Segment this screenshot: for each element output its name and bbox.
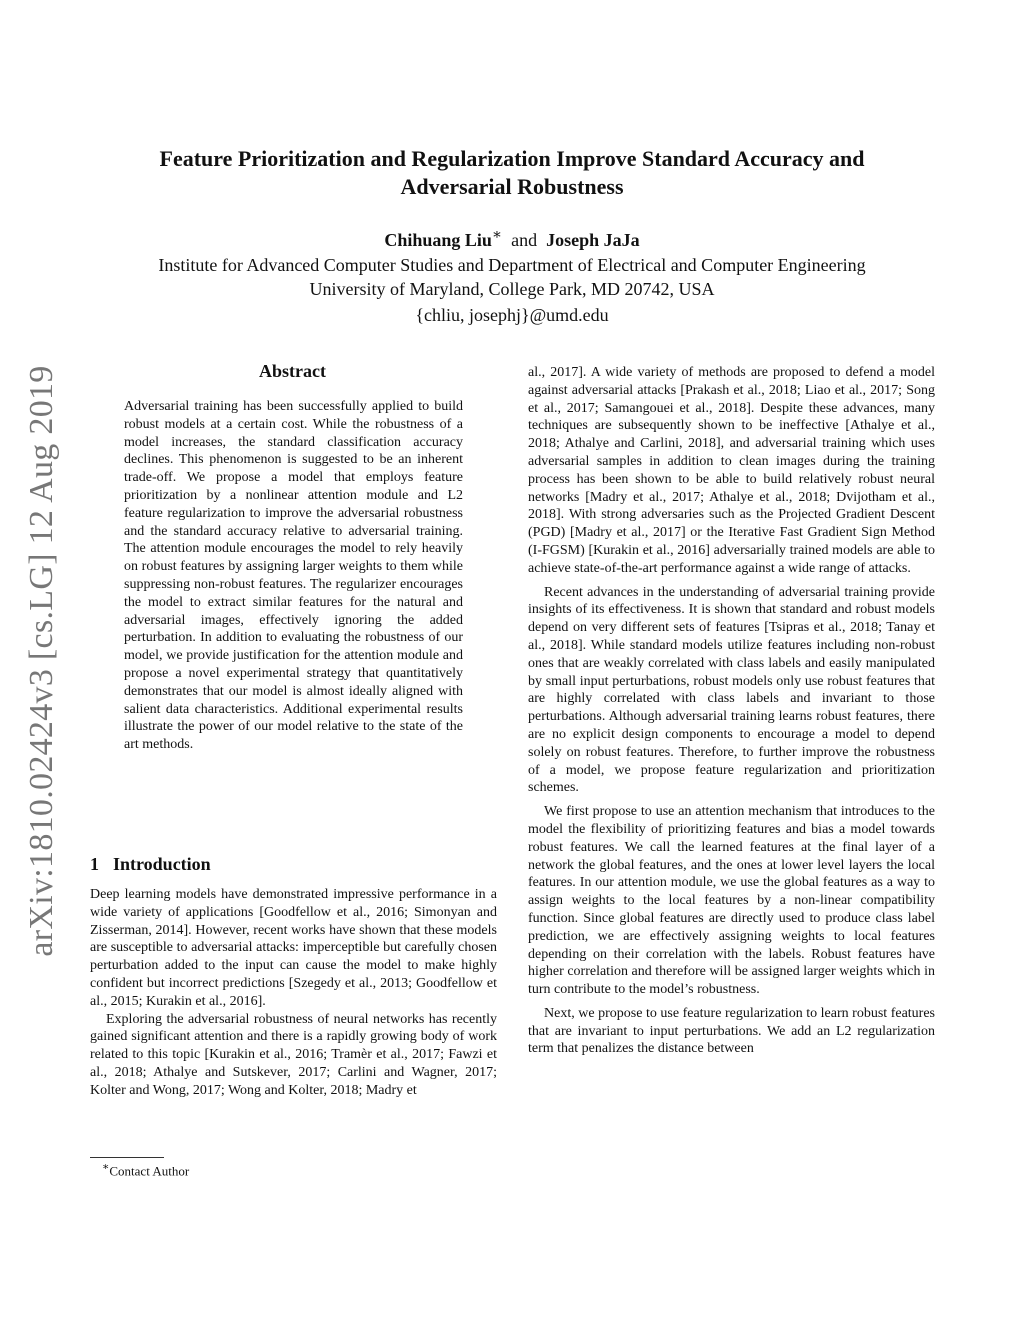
paragraph: Next, we propose to use feature regularization to learn robust features that are invariant to input perturbations. We add an L2 regularization term that penalizes the distance between <box>528 1005 935 1057</box>
affiliation <box>100 253 924 301</box>
section-number: 1 <box>90 854 99 874</box>
section-title: Introduction <box>113 854 211 874</box>
author-line <box>110 223 914 252</box>
author-conjunction: and <box>511 230 538 250</box>
affiliation-line-2: University of Maryland, College Park, MD 20742, USA <box>309 279 715 299</box>
paper-title: Feature Prioritization and Regularization Improve Standard Accuracy and Adversarial Robustness <box>159 146 865 199</box>
author-email: {chliu, josephj}@umd.edu <box>415 305 609 325</box>
paragraph: Exploring the adversarial robustness of neural networks has recently gained significant attention and there is a rapidly growing body of work related to this topic [Kurakin et al., 2016; Tramèr et al., 2017; Fawzi et al., 2018; Athalye and Sutskever, 2017; Carlini and Wagner, 2017; Kolter and Wong, 2017; Wong and Kolter, 2018; Madry et <box>90 1011 497 1098</box>
author-name-1: Chihuang Liu <box>384 230 492 250</box>
arxiv-identifier: arXiv:1810.02424v3 [cs.LG] 12 Aug 2019 <box>23 365 60 957</box>
paragraph: Recent advances in the understanding of adversarial training provide insights of its effectiveness. It is shown that standard and robust models depend on very different sets of features [Tsipras et al., 2018; Tanay et al., 2018]. While standard models utilize features including non-robust ones that are weakly correlated with class labels and easily manipulated by small input perturbations, robust models only use robust features that are highly correlated with class labels and invariant to those perturbations. Although adversarial training learns robust features, there are no explicit design components to encourage a model to depend solely on robust features. Therefore, to further improve the robustness of a model, we propose feature regularization and prioritization schemes. <box>528 584 935 796</box>
paragraph: al., 2017]. A wide variety of methods are proposed to defend a model against adversarial attacks [Prakash et al., 2018; Liao et al., 2017; Song et al., 2017; Samangouei et al., 2018]. Despite these advances, many techniques are subsequently shown to be ineffective [Athalye et al., 2018; Athalye and Carlini, 2018], and adversarial training which uses adversarial samples in addition to clean images during the training process has been shown to be able to build relatively robust neural networks [Madry et al., 2017; Athalye et al., 2018; Dvijotham et al., 2018]. With strong adversaries such as the Projected Gradient Descent (PGD) [Madry et al., 2017] or the Iterative Fast Gradient Sign Method (I-FGSM) [Kurakin et al., 2016] adversarially trained models are able to achieve state-of-the-art performance against a wide range of attacks. <box>528 365 935 576</box>
footnote-text: Contact Author <box>109 1163 190 1179</box>
paragraph: We first propose to use an attention mechanism that introduces to the model the flexibility of prioritizing features and bias a model towards robust features. We call the learned features at the final layer of a network the global features, and the ones at lower level layers the local features. In our attention module, we use the global features as a way to assign weights to the local features by a non-linear compatibility function. Since global features are directly used to produce class label prediction, we are effectively assigning weights to local features depending on their correlation with the labels. Robust features have higher correlation and therefore will be assigned larger weights which in turn contribute to the model’s robustness. <box>528 804 935 998</box>
right-column-body <box>528 364 935 1058</box>
abstract-body <box>124 398 463 754</box>
abstract-text: Adversarial training has been successfully applied to build robust models at a certain cost. While the robustness of a model increases, the standard classification accuracy declines. This phenomenon is suggested to be an inherent trade-off. We propose a model that employs feature prioritization by a nonlinear attention module and L2 feature regularization to improve the adversarial robustness and the standard accuracy relative to adversarial training. The attention module encourages the model to rely heavily on robust features by assigning larger weights to them while suppressing non-robust features. The regularizer encourages the model to extract similar features for the natural and adversarial images, effectively ignoring the added perturbation. In addition to evaluating the robustness of our model, we provide justification for the attention module and propose a novel experimental strategy that quantitatively demonstrates that our model is almost ideally aligned with salient data characteristics. Additional experimental results illustrate the power of our model relative to the state of the art methods. <box>124 399 463 753</box>
arxiv-sidebar <box>0 0 80 1325</box>
footnote-mark: ∗ <box>102 1161 110 1173</box>
affiliation-line-1: Institute for Advanced Computer Studies and Department of Electrical and Computer Engineering <box>158 255 866 275</box>
footnote-divider <box>90 1157 164 1158</box>
section-heading-introduction <box>90 854 211 875</box>
introduction-body <box>90 886 497 1100</box>
author-name-2: Joseph JaJa <box>546 230 640 250</box>
paragraph: Deep learning models have demonstrated impressive performance in a wide variety of applications [Goodfellow et al., 2016; Simonyan and Zisserman, 2014]. However, recent works have shown that these models are susceptible to adversarial attacks: imperceptible but carefully chosen perturbation added to the input can cause the model to make highly confident but incorrect predictions [Szegedy et al., 2013; Goodfellow et al., 2015; Kurakin et al., 2016]. <box>90 887 497 1009</box>
footnote <box>102 1160 189 1179</box>
abstract-heading: Abstract <box>259 361 326 381</box>
corresponding-author-mark: ∗ <box>491 227 503 243</box>
